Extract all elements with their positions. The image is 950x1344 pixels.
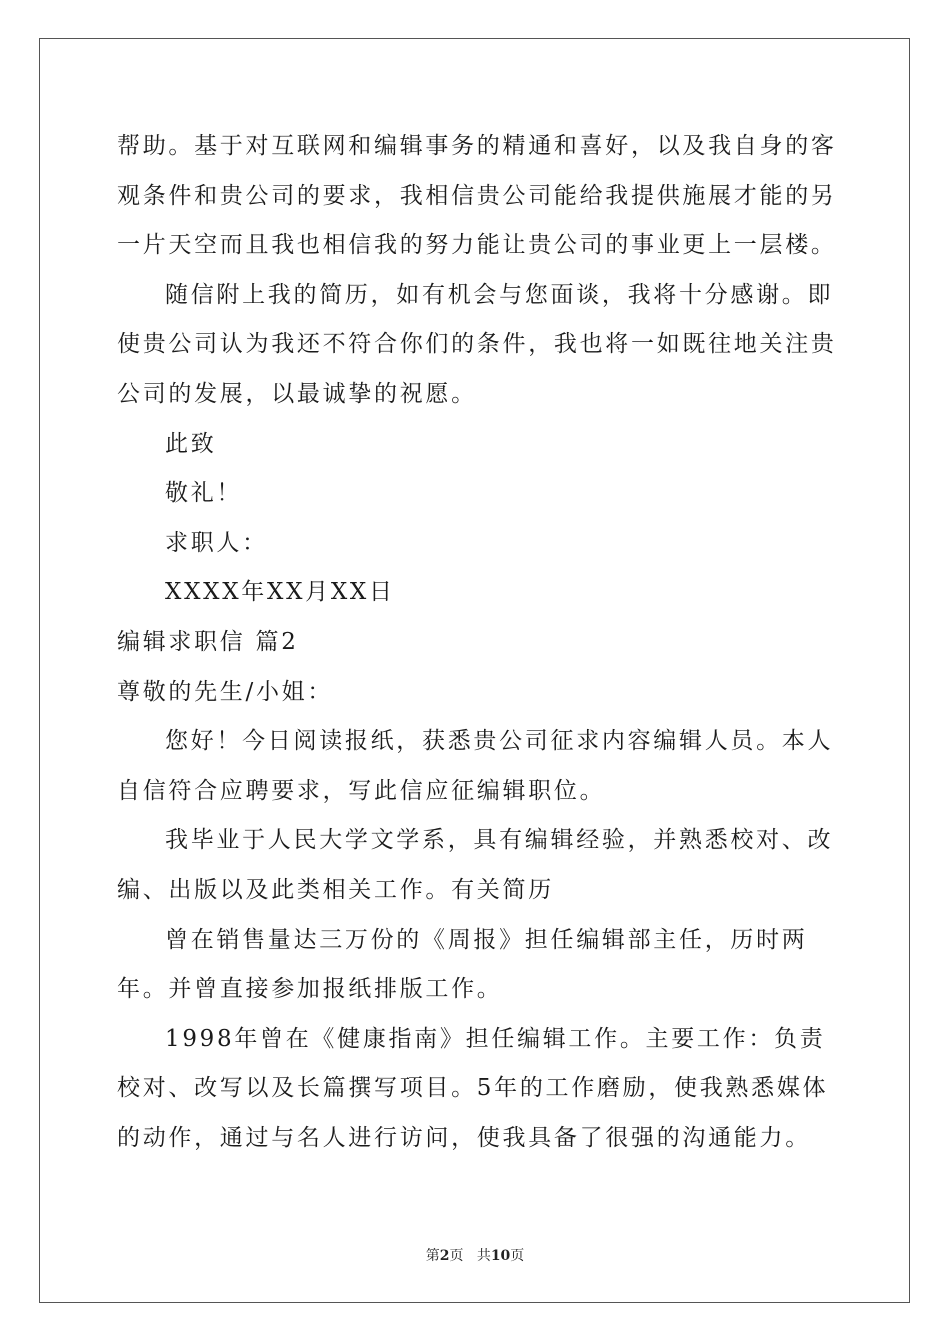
footer-page-suffix: 页 [449,1248,464,1264]
signature-applicant: 求职人： [165,529,268,556]
paragraph-experience-health: 1998年曾在《健康指南》担任编辑工作。主要工作：负责校对、改写以及长篇撰写项目。5年的工作磨励，使我熟悉媒体的动作，通过与名人进行访问，使我具备了很强的沟通能力。 [117,1025,829,1151]
footer-total-suffix: 页 [510,1248,525,1264]
footer-total-number: 10 [490,1248,511,1264]
paragraph-experience-weekly: 曾在销售量达三万份的《周报》担任编辑部主任，历时两年。并曾直接参加报纸排版工作。 [117,926,808,1003]
signature-date: XXXX年XX月XX日 [165,579,395,606]
closing-salutation: 此致 [165,430,217,457]
letter-greeting: 尊敬的先生/小姐： [117,678,334,705]
paragraph-intro: 您好！今日阅读报纸，获悉贵公司征求内容编辑人员。本人自信符合应聘要求，写此信应征编辑职位。 [117,728,834,804]
document-body [117,122,837,1163]
footer-page-number: 2 [439,1248,450,1264]
paragraph-education: 我毕业于人民大学文学系，具有编辑经验，并熟悉校对、改编、出版以及此类相关工作。有关简历 [117,827,834,903]
page-footer [0,1246,950,1266]
section-heading: 编辑求职信 篇2 [117,628,299,655]
paragraph-continuation: 帮助。基于对互联网和编辑事务的精通和喜好，以及我自身的客观条件和贵公司的要求，我相信贵公司能给我提供施展才能的另一片天空而且我也相信我的努力能让贵公司的事业更上一层楼。 [117,133,837,259]
closing-regards: 敬礼！ [165,480,243,507]
footer-total-prefix: 共 [476,1248,491,1264]
paragraph-attachment: 随信附上我的简历，如有机会与您面谈，我将十分感谢。即使贵公司认为我还不符合你们的条件，我也将一如既往地关注贵公司的发展，以最诚挚的祝愿。 [117,281,837,407]
footer-page-prefix: 第 [425,1248,440,1264]
